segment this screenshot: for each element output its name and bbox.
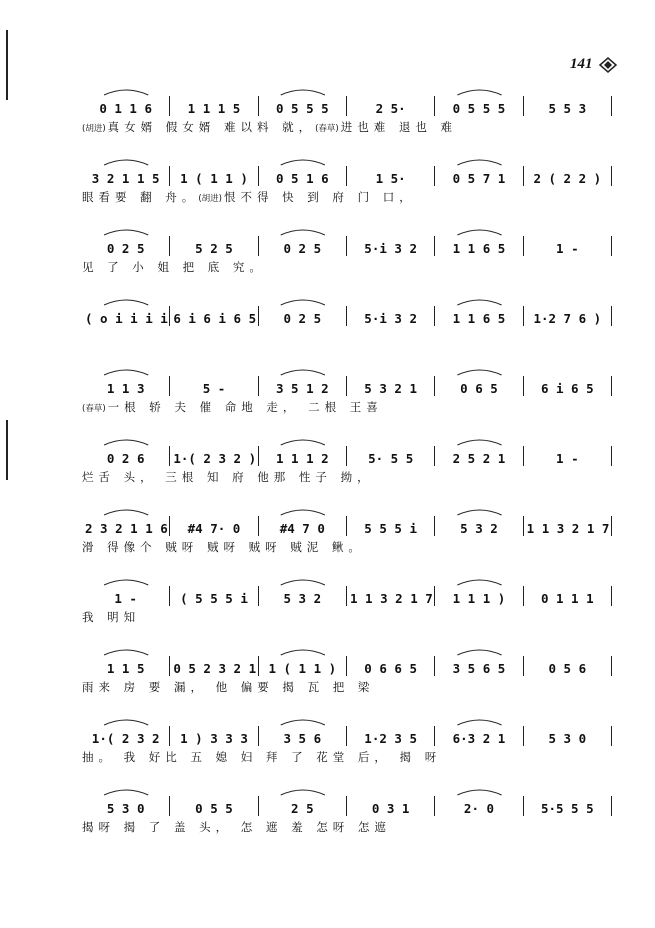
lyrics-line xyxy=(82,539,612,557)
measure xyxy=(82,726,170,746)
measure-notes: 2 3 2 1 1 6 xyxy=(85,521,168,536)
measure xyxy=(524,376,612,396)
measure xyxy=(259,166,347,186)
measure-notes: 2 5 xyxy=(291,801,314,816)
measure-notes: 5 3 2 xyxy=(460,521,498,536)
role-label: (春草) xyxy=(315,124,339,134)
measure-notes: 5 2 5 xyxy=(195,241,233,256)
measure xyxy=(347,446,435,466)
measure xyxy=(524,586,612,606)
measure xyxy=(435,376,523,396)
notation-row xyxy=(82,92,612,116)
measure xyxy=(259,796,347,816)
measure-notes: 5 3 0 xyxy=(548,731,587,746)
notation-row xyxy=(82,582,612,606)
measure xyxy=(170,796,258,816)
measure xyxy=(524,796,612,816)
measure-notes: 2 5· xyxy=(375,101,406,116)
measure xyxy=(170,166,258,186)
measure xyxy=(259,516,347,536)
measure xyxy=(347,306,435,326)
notation-row xyxy=(82,232,612,256)
measure-notes: 0 6 5 xyxy=(460,381,498,396)
measure-notes: 1 - xyxy=(556,241,579,256)
music-system xyxy=(82,582,612,627)
notation-row xyxy=(82,512,612,536)
measure xyxy=(82,166,170,186)
measure-notes: 6 i 6 i 6 5 xyxy=(173,311,257,326)
measure-notes: 5·i 3 2 xyxy=(364,311,417,326)
measure-notes: 2 ( 2 2 ) xyxy=(533,171,602,186)
measure xyxy=(170,306,258,326)
measure xyxy=(435,446,523,466)
lyrics-line xyxy=(82,329,612,347)
notation-row xyxy=(82,372,612,396)
lyrics-line xyxy=(82,819,612,837)
measure-notes: 3 5 6 5 xyxy=(452,661,506,676)
measure xyxy=(170,516,258,536)
measure xyxy=(259,726,347,746)
measure-notes: 1 ) 3 3 3 xyxy=(180,731,248,746)
measure xyxy=(82,446,170,466)
lyric-text: 一根 轿 夫 催 命地 走， 二根 王喜 xyxy=(107,400,383,414)
measure xyxy=(435,516,523,536)
role-label: (春草) xyxy=(82,404,106,414)
role-label: (胡进) xyxy=(198,194,222,204)
measure xyxy=(82,656,170,676)
measure-notes: 2· 0 xyxy=(463,801,495,816)
notation-row xyxy=(82,442,612,466)
binding-margin-line xyxy=(6,30,8,100)
notation-row xyxy=(82,792,612,816)
measure xyxy=(82,96,170,116)
measure-notes: 0 1 1 1 xyxy=(540,591,594,606)
music-system xyxy=(82,442,612,487)
music-system xyxy=(82,232,612,277)
measure xyxy=(435,236,523,256)
measure xyxy=(259,306,347,326)
measure-notes: 1·( 2 3 2 ) xyxy=(173,451,257,466)
measure-notes: 0 5 1 6 xyxy=(275,171,329,186)
measure xyxy=(259,656,347,676)
measure xyxy=(347,586,435,606)
measure-notes: 3 2 1 1 5 xyxy=(91,171,160,186)
measure-notes: 1 1 6 5 xyxy=(452,311,506,326)
measure-notes: 1 1 6 5 xyxy=(452,241,506,256)
measure xyxy=(435,96,523,116)
music-system xyxy=(82,372,612,417)
measure-notes: 1 ( 1 1 ) xyxy=(268,661,337,676)
lyric-text: 我 明知 xyxy=(82,610,141,624)
music-system xyxy=(82,92,612,137)
measure xyxy=(347,796,435,816)
measure-notes: 5·5 5 5 xyxy=(540,801,594,816)
lyric-text: 真女婿 假女婿 难以料 就， xyxy=(107,120,316,134)
measure-notes: 1 1 3 xyxy=(106,381,145,396)
measure-notes: 0 5 5 xyxy=(195,801,233,816)
binding-margin-line xyxy=(6,420,8,480)
measure-notes: 5 5 5 i xyxy=(364,521,417,536)
lyric-text: 抽。 我 好比 五 媳 妇 拜 了 花堂 后， 揭 呀 xyxy=(82,750,442,764)
notation-row xyxy=(82,162,612,186)
measure-notes: #4 7· 0 xyxy=(187,521,241,536)
measure xyxy=(170,96,258,116)
measure xyxy=(347,166,435,186)
measure-notes: 0 5 6 xyxy=(548,661,587,676)
measure-notes: 0 3 1 xyxy=(371,801,410,816)
measure-notes: ( 5 5 5 i xyxy=(180,591,248,606)
measure xyxy=(524,96,612,116)
measure-notes: 1 1 1 ) xyxy=(452,591,506,606)
lyric-text: 烂舌 头， 三根 知 府 他那 性子 拗， xyxy=(82,470,374,484)
measure-notes: 5 5 3 xyxy=(548,101,587,116)
measure-notes: 6 i 6 5 xyxy=(540,381,594,396)
notation-row xyxy=(82,302,612,326)
measure-notes: 5 - xyxy=(202,381,226,396)
measure-notes: 1·2 3 5 xyxy=(364,731,417,746)
measure-notes: 0 5 5 5 xyxy=(452,101,506,116)
lyrics-line xyxy=(82,679,612,697)
measure-notes: 1·2 7 6 ) xyxy=(533,311,602,326)
notation-row xyxy=(82,722,612,746)
measure-notes: 2 5 2 1 xyxy=(452,451,506,466)
measure-notes: 0 5 7 1 xyxy=(452,171,506,186)
measure xyxy=(170,656,258,676)
lyric-text: 滑 得像个 贼呀 贼呀 贼呀 贼泥 鳅。 xyxy=(82,540,365,554)
measure-notes: 5·i 3 2 xyxy=(364,241,417,256)
measure xyxy=(524,446,612,466)
measure-notes: 1 - xyxy=(114,591,137,606)
measure xyxy=(347,376,435,396)
lyrics-line xyxy=(82,749,612,767)
measure-notes: 5· 5 5 xyxy=(368,451,414,466)
measure xyxy=(259,236,347,256)
measure xyxy=(82,516,170,536)
lyric-text: 揭呀 揭 了 盖 头， 怎 遮 羞 怎呀 怎遮 xyxy=(82,820,391,834)
measure xyxy=(170,236,258,256)
measure xyxy=(347,236,435,256)
measure xyxy=(170,376,258,396)
music-system xyxy=(82,792,612,837)
measure-notes: 1 ( 1 1 ) xyxy=(180,171,248,186)
measure xyxy=(347,96,435,116)
measure-notes: 5 3 0 xyxy=(106,801,145,816)
lyric-text: 眼看要 翻 舟。 xyxy=(82,190,199,204)
lyric-text: 恨不得 快 到 府 门 口， xyxy=(223,190,416,204)
measure xyxy=(82,376,170,396)
lyrics-line xyxy=(82,259,612,277)
lyrics-line xyxy=(82,399,612,417)
lyrics-line xyxy=(82,189,612,207)
lyrics-line xyxy=(82,609,612,627)
measure xyxy=(82,306,170,326)
measure-notes: 0 1 1 6 xyxy=(99,101,152,116)
measure xyxy=(524,306,612,326)
measure-notes: 0 2 5 xyxy=(106,241,145,256)
measure xyxy=(259,96,347,116)
measure xyxy=(82,586,170,606)
lyrics-line xyxy=(82,119,612,137)
measure xyxy=(347,516,435,536)
measure xyxy=(435,726,523,746)
measure xyxy=(524,726,612,746)
page-number: 141 xyxy=(570,56,593,72)
music-system xyxy=(82,302,612,347)
measure xyxy=(82,236,170,256)
measure-notes: 0 5 5 5 xyxy=(275,101,329,116)
measure-notes: 1 1 5 xyxy=(106,661,145,676)
music-system xyxy=(82,162,612,207)
measure-notes: ( o i i i i xyxy=(85,311,168,326)
music-system xyxy=(82,722,612,767)
measure xyxy=(435,306,523,326)
measure-notes: 5 3 2 1 xyxy=(364,381,417,396)
music-system xyxy=(82,512,612,557)
measure-notes: 1 5· xyxy=(375,171,406,186)
lyric-text: 进也难 退也 难 xyxy=(340,120,458,134)
measure-notes: 0 2 5 xyxy=(283,241,322,256)
lyrics-line xyxy=(82,469,612,487)
measure-notes: 3 5 6 xyxy=(283,731,322,746)
measure-notes: 1 1 3 2 1 7 xyxy=(349,591,433,606)
measure-notes: 1·( 2 3 2 xyxy=(91,731,160,746)
measure xyxy=(259,586,347,606)
measure xyxy=(524,656,612,676)
measure-notes: #4 7 0 xyxy=(279,521,325,536)
measure-notes: 3 5 1 2 xyxy=(275,381,329,396)
role-label: (胡进) xyxy=(82,124,106,134)
measure xyxy=(524,516,612,536)
measure xyxy=(435,586,523,606)
measure xyxy=(170,586,258,606)
notation-row xyxy=(82,652,612,676)
lyric-text: 见 了 小 姐 把 底 究。 xyxy=(82,260,266,274)
measure xyxy=(435,796,523,816)
measure xyxy=(259,376,347,396)
measure xyxy=(524,236,612,256)
measure-notes: 6·3 2 1 xyxy=(452,731,506,746)
measure-notes: 1 1 1 5 xyxy=(187,101,241,116)
measure xyxy=(347,726,435,746)
measure-notes: 0 6 6 5 xyxy=(364,661,417,676)
measure-notes: 1 1 3 2 1 7 xyxy=(526,521,610,536)
measure xyxy=(435,656,523,676)
measure xyxy=(170,726,258,746)
measure xyxy=(82,796,170,816)
measure-notes: 0 2 5 xyxy=(283,311,322,326)
measure-notes: 1 - xyxy=(556,451,579,466)
measure xyxy=(170,446,258,466)
music-system xyxy=(82,652,612,697)
measure-notes: 0 5 2 3 2 1 xyxy=(173,661,257,676)
measure-notes: 0 2 6 xyxy=(106,451,145,466)
lyric-text: 雨来 房 要 漏， 他 偏要 揭 瓦 把 梁 xyxy=(82,680,375,694)
measure xyxy=(259,446,347,466)
page-corner-ornament xyxy=(598,56,618,74)
measure-notes: 1 1 1 2 xyxy=(275,451,329,466)
measure xyxy=(435,166,523,186)
measure xyxy=(347,656,435,676)
measure-notes: 5 3 2 xyxy=(283,591,322,606)
measure xyxy=(524,166,612,186)
